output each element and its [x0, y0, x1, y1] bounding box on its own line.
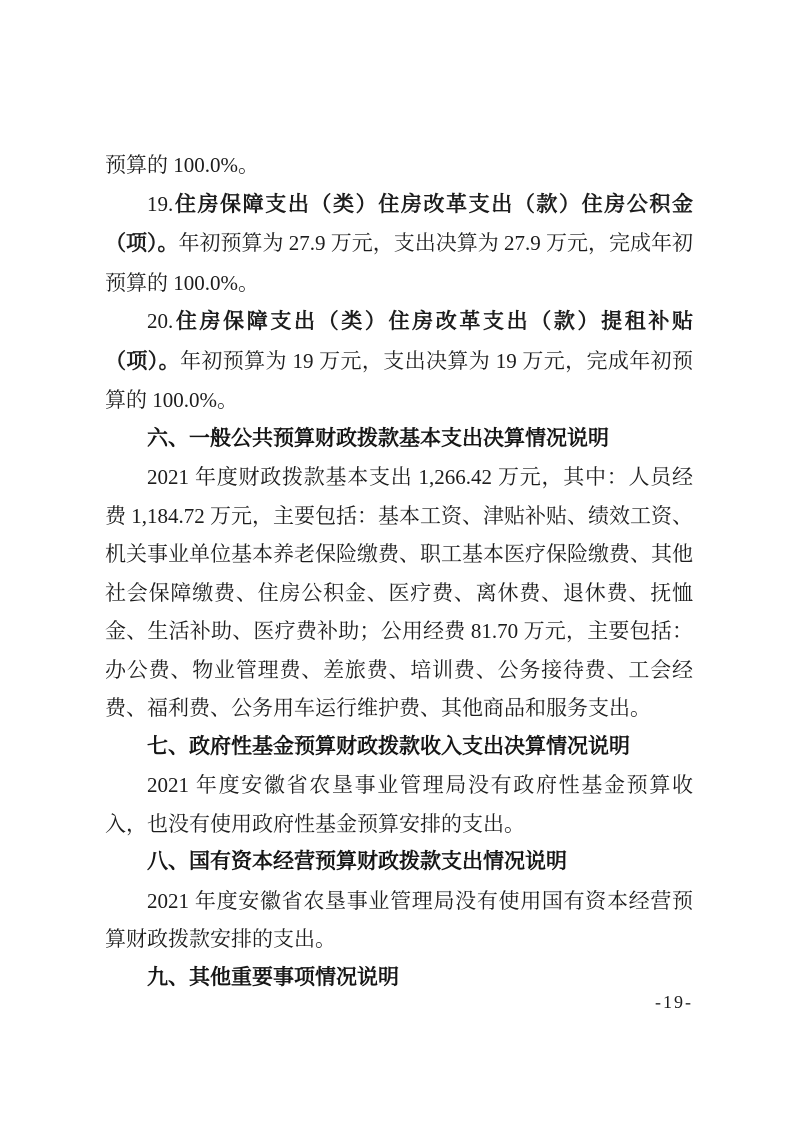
page-number: -19-: [655, 992, 693, 1012]
item-20-number: 20.: [147, 309, 174, 333]
paragraph-section-7: 2021 年度安徽省农垦事业管理局没有政府性基金预算收入，也没有使用政府性基金预算安排的支出。: [105, 773, 693, 836]
item-20-body: 年初预算为 19 万元，支出决算为 19 万元，完成年初预算的 100.0%。: [105, 348, 693, 412]
heading-section-8: 八、国有资本经营预算财政拨款支出情况说明: [147, 850, 567, 873]
paragraph-section-8: 2021 年度安徽省农垦事业管理局没有使用国有资本经营预算财政拨款安排的支出。: [105, 888, 693, 951]
item-19-title: 住房保障支出（类）住房改革支出（款）住房公积金（项）。: [105, 192, 693, 255]
item-19-body: 年初预算为 27.9 万元，支出决算为 27.9 万元，完成年初预算的 100.0%。: [105, 231, 693, 295]
document-text-block: [105, 146, 693, 997]
heading-section-6: 六、一般公共预算财政拨款基本支出决算情况说明: [147, 426, 609, 450]
item-19-number: 19.: [147, 191, 174, 216]
item-20-title: 住房保障支出（类）住房改革支出（款）提租补贴（项）。: [105, 310, 693, 373]
paragraph-section-6: 2021 年度财政拨款基本支出 1,266.42 万元，其中：人员经费 1,184.72 万元，主要包括：基本工资、津贴补贴、绩效工资、机关事业单位基本养老保险缴费、职工基本医疗保险缴费、其他社会保障缴费、住房公积金、医疗费、离休费、退休费、抚恤金、生活补助、医疗费补助；公用经费 81.70 万元，主要包括：办公费、物业管理费、差旅费、培训费、公务接待费、工会经费、福利费、公务用车运行维护费、其他商品和服务支出。: [105, 465, 693, 720]
heading-section-7: 七、政府性基金预算财政拨款收入支出决算情况说明: [147, 734, 630, 758]
paragraph-continuation: 预算的 100.0%。: [105, 153, 259, 177]
paragraph-item-19: [105, 185, 693, 303]
heading-section-9: 九、其他重要事项情况说明: [147, 965, 399, 989]
paragraph-item-20: [105, 302, 693, 420]
